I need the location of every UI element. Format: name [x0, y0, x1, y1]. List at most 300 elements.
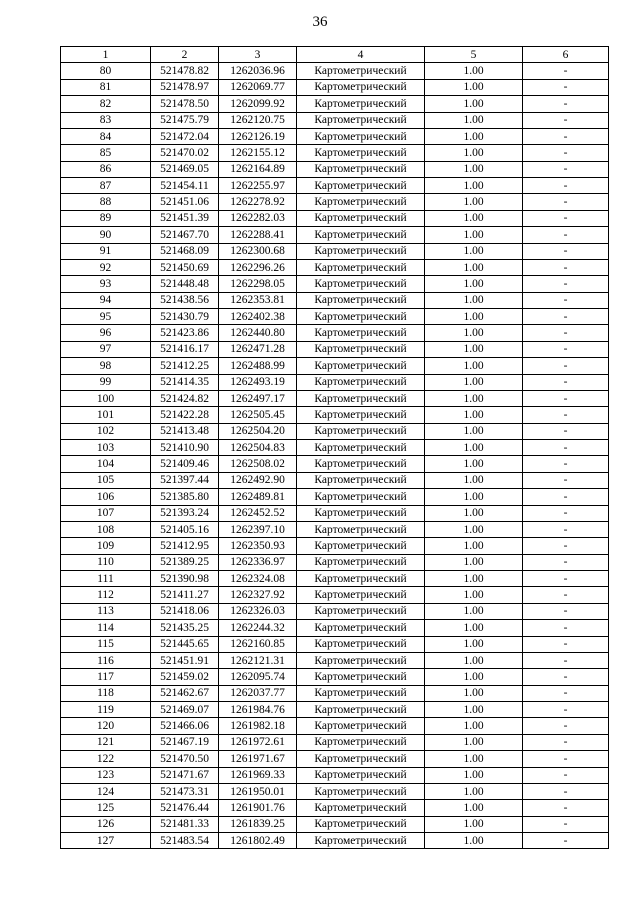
table-cell: 1.00 — [425, 259, 523, 275]
table-cell: 1.00 — [425, 456, 523, 472]
table-cell: 81 — [61, 79, 151, 95]
table-cell: 1262121.31 — [219, 652, 297, 668]
table-cell: - — [523, 309, 609, 325]
table-cell: Картометрический — [297, 259, 425, 275]
table-cell: 521414.35 — [151, 374, 219, 390]
table-cell: Картометрический — [297, 309, 425, 325]
table-cell: - — [523, 276, 609, 292]
table-cell: - — [523, 800, 609, 816]
table-cell: 1262164.89 — [219, 161, 297, 177]
table-cell: 521411.27 — [151, 587, 219, 603]
table-cell: 1261982.18 — [219, 718, 297, 734]
table-cell: 1.00 — [425, 751, 523, 767]
table-cell: 1262493.19 — [219, 374, 297, 390]
table-cell: 80 — [61, 63, 151, 79]
table-cell: 1262452.52 — [219, 505, 297, 521]
table-cell: Картометрический — [297, 554, 425, 570]
table-row — [61, 128, 609, 144]
table-cell: 1.00 — [425, 636, 523, 652]
table-row — [61, 390, 609, 406]
table-row — [61, 751, 609, 767]
table-cell: 1.00 — [425, 145, 523, 161]
table-cell: 521423.86 — [151, 325, 219, 341]
table-cell: 1.00 — [425, 734, 523, 750]
table-cell: 1262298.05 — [219, 276, 297, 292]
table-row — [61, 800, 609, 816]
table-cell: 1261901.76 — [219, 800, 297, 816]
table-cell: 1.00 — [425, 587, 523, 603]
table-cell: - — [523, 210, 609, 226]
table-cell: 1.00 — [425, 521, 523, 537]
table-row — [61, 734, 609, 750]
table-cell: 1261969.33 — [219, 767, 297, 783]
table-row — [61, 276, 609, 292]
table-cell: Картометрический — [297, 161, 425, 177]
table-cell: Картометрический — [297, 472, 425, 488]
table-cell: 1.00 — [425, 702, 523, 718]
table-cell: 104 — [61, 456, 151, 472]
column-header: 2 — [151, 47, 219, 63]
table-cell: 1262505.45 — [219, 407, 297, 423]
table-cell: - — [523, 554, 609, 570]
table-cell: Картометрический — [297, 783, 425, 799]
table-cell: 1262282.03 — [219, 210, 297, 226]
table-cell: 521466.06 — [151, 718, 219, 734]
table-cell: 1.00 — [425, 603, 523, 619]
table-cell: 1262489.81 — [219, 489, 297, 505]
table-row — [61, 685, 609, 701]
table-row — [61, 521, 609, 537]
table-cell: 1262327.92 — [219, 587, 297, 603]
table-cell: 120 — [61, 718, 151, 734]
table-cell: - — [523, 259, 609, 275]
table-cell: 1262099.92 — [219, 96, 297, 112]
table-cell: Картометрический — [297, 620, 425, 636]
table-row — [61, 652, 609, 668]
table-cell: Картометрический — [297, 685, 425, 701]
table-cell: Картометрический — [297, 718, 425, 734]
table-cell: - — [523, 538, 609, 554]
table-cell: - — [523, 79, 609, 95]
table-cell: 521435.25 — [151, 620, 219, 636]
table-cell: - — [523, 816, 609, 832]
table-cell: - — [523, 620, 609, 636]
table-cell: Картометрический — [297, 227, 425, 243]
table-cell: 1.00 — [425, 63, 523, 79]
table-cell: Картометрический — [297, 652, 425, 668]
table-cell: - — [523, 423, 609, 439]
table-cell: Картометрический — [297, 538, 425, 554]
column-header: 4 — [297, 47, 425, 63]
table-cell: 521462.67 — [151, 685, 219, 701]
table-cell: 1.00 — [425, 128, 523, 144]
table-cell: 521450.69 — [151, 259, 219, 275]
table-cell: - — [523, 603, 609, 619]
table-cell: 521422.28 — [151, 407, 219, 423]
table-cell: 1.00 — [425, 194, 523, 210]
table-cell: 521476.44 — [151, 800, 219, 816]
table-cell: - — [523, 587, 609, 603]
table-row — [61, 636, 609, 652]
table-cell: 521468.09 — [151, 243, 219, 259]
table-cell: 1262508.02 — [219, 456, 297, 472]
table-cell: 521416.17 — [151, 341, 219, 357]
table-cell: 521412.95 — [151, 538, 219, 554]
table-cell: - — [523, 636, 609, 652]
table-cell: 1262504.20 — [219, 423, 297, 439]
table-cell: 1.00 — [425, 292, 523, 308]
table-cell: 1262324.08 — [219, 571, 297, 587]
table-cell: 1.00 — [425, 96, 523, 112]
table-cell: 1.00 — [425, 489, 523, 505]
table-cell: 1262402.38 — [219, 309, 297, 325]
table-cell: Картометрический — [297, 767, 425, 783]
table-cell: Картометрический — [297, 603, 425, 619]
table-cell: 521412.25 — [151, 358, 219, 374]
table-cell: 1.00 — [425, 390, 523, 406]
table-cell: - — [523, 292, 609, 308]
table-cell: 1261971.67 — [219, 751, 297, 767]
table-cell: - — [523, 571, 609, 587]
page-number: 36 — [312, 14, 328, 30]
table-cell: 87 — [61, 178, 151, 194]
table-cell: Картометрический — [297, 63, 425, 79]
table-cell: 1.00 — [425, 554, 523, 570]
table-cell: 107 — [61, 505, 151, 521]
table-cell: 98 — [61, 358, 151, 374]
table-cell: Картометрический — [297, 178, 425, 194]
table-cell: 83 — [61, 112, 151, 128]
table-cell: - — [523, 374, 609, 390]
table-cell: - — [523, 669, 609, 685]
coordinates-table — [60, 46, 609, 849]
table-cell: 1262497.17 — [219, 390, 297, 406]
table-cell: Картометрический — [297, 456, 425, 472]
table-cell: 100 — [61, 390, 151, 406]
table-cell: Картометрический — [297, 96, 425, 112]
table-cell: 82 — [61, 96, 151, 112]
table-cell: 1262353.81 — [219, 292, 297, 308]
table-cell: 521418.06 — [151, 603, 219, 619]
table-cell: Картометрический — [297, 816, 425, 832]
table-cell: 521385.80 — [151, 489, 219, 505]
table-cell: 1.00 — [425, 718, 523, 734]
table-row — [61, 783, 609, 799]
table-row — [61, 407, 609, 423]
table-cell: 1262278.92 — [219, 194, 297, 210]
table-cell: 1262095.74 — [219, 669, 297, 685]
table-cell: 521478.82 — [151, 63, 219, 79]
table-cell: Картометрический — [297, 833, 425, 849]
table-cell: 1262036.96 — [219, 63, 297, 79]
table-cell: 1.00 — [425, 243, 523, 259]
table-cell: 126 — [61, 816, 151, 832]
table-cell: 1.00 — [425, 472, 523, 488]
table-cell: 1.00 — [425, 783, 523, 799]
table-cell: 95 — [61, 309, 151, 325]
table-row — [61, 145, 609, 161]
table-cell: 1262440.80 — [219, 325, 297, 341]
table-cell: 1.00 — [425, 800, 523, 816]
table-cell: 1262069.77 — [219, 79, 297, 95]
table-cell: 1.00 — [425, 423, 523, 439]
table-cell: Картометрический — [297, 112, 425, 128]
table-cell: 1262488.99 — [219, 358, 297, 374]
table-cell: 521470.50 — [151, 751, 219, 767]
table-cell: - — [523, 194, 609, 210]
table-cell: 521478.50 — [151, 96, 219, 112]
table-cell: 88 — [61, 194, 151, 210]
table-row — [61, 358, 609, 374]
column-header: 3 — [219, 47, 297, 63]
table-cell: - — [523, 407, 609, 423]
table-cell: 521438.56 — [151, 292, 219, 308]
table-cell: 127 — [61, 833, 151, 849]
table-row — [61, 243, 609, 259]
table-cell: 521448.48 — [151, 276, 219, 292]
table-cell: 521481.33 — [151, 816, 219, 832]
table-cell: 92 — [61, 259, 151, 275]
table-row — [61, 571, 609, 587]
table-cell: 1262326.03 — [219, 603, 297, 619]
table-cell: Картометрический — [297, 374, 425, 390]
table-cell: 521475.79 — [151, 112, 219, 128]
table-cell: 94 — [61, 292, 151, 308]
table-cell: 1262504.83 — [219, 440, 297, 456]
table-cell: - — [523, 751, 609, 767]
table-row — [61, 374, 609, 390]
table-cell: 124 — [61, 783, 151, 799]
table-row — [61, 112, 609, 128]
table-cell: 521405.16 — [151, 521, 219, 537]
table-cell: 1261984.76 — [219, 702, 297, 718]
table-row — [61, 718, 609, 734]
table-cell: Картометрический — [297, 243, 425, 259]
table-cell: 1262037.77 — [219, 685, 297, 701]
table-cell: 1262126.19 — [219, 128, 297, 144]
table-cell: 1.00 — [425, 276, 523, 292]
table-cell: Картометрический — [297, 489, 425, 505]
table-cell: 521473.31 — [151, 783, 219, 799]
table-cell: 110 — [61, 554, 151, 570]
table-cell: - — [523, 767, 609, 783]
table-cell: - — [523, 341, 609, 357]
table-cell: 84 — [61, 128, 151, 144]
table-cell: 1262350.93 — [219, 538, 297, 554]
table-cell: Картометрический — [297, 79, 425, 95]
table-cell: 521389.25 — [151, 554, 219, 570]
table-cell: 112 — [61, 587, 151, 603]
table-cell: 1262492.90 — [219, 472, 297, 488]
table-cell: 521467.19 — [151, 734, 219, 750]
table-cell: Картометрический — [297, 292, 425, 308]
table-cell: 521472.04 — [151, 128, 219, 144]
table-cell: 93 — [61, 276, 151, 292]
table-cell: 115 — [61, 636, 151, 652]
table-cell: 1.00 — [425, 210, 523, 226]
table-cell: Картометрический — [297, 636, 425, 652]
table-cell: - — [523, 390, 609, 406]
table-cell: Картометрический — [297, 423, 425, 439]
table-cell: 1.00 — [425, 440, 523, 456]
table-cell: 521454.11 — [151, 178, 219, 194]
table-cell: Картометрический — [297, 407, 425, 423]
table-cell: 1.00 — [425, 767, 523, 783]
table-cell: 116 — [61, 652, 151, 668]
table-cell: - — [523, 685, 609, 701]
table-cell: 521413.48 — [151, 423, 219, 439]
table-cell: 96 — [61, 325, 151, 341]
table-cell: 1262300.68 — [219, 243, 297, 259]
table-cell: 89 — [61, 210, 151, 226]
table-cell: 1.00 — [425, 325, 523, 341]
table-cell: 1.00 — [425, 816, 523, 832]
table-cell: - — [523, 358, 609, 374]
table-cell: 1.00 — [425, 227, 523, 243]
table-cell: 521451.91 — [151, 652, 219, 668]
table-cell: 125 — [61, 800, 151, 816]
table-cell: 1.00 — [425, 685, 523, 701]
table-cell: 1262471.28 — [219, 341, 297, 357]
table-cell: - — [523, 63, 609, 79]
table-row — [61, 423, 609, 439]
table-cell: Картометрический — [297, 128, 425, 144]
table-cell: 1262120.75 — [219, 112, 297, 128]
table-cell: 1262155.12 — [219, 145, 297, 161]
table-cell: 521478.97 — [151, 79, 219, 95]
table-cell: 1262255.97 — [219, 178, 297, 194]
table-cell: 119 — [61, 702, 151, 718]
table-cell: - — [523, 128, 609, 144]
table-row — [61, 833, 609, 849]
table-row — [61, 489, 609, 505]
table-cell: Картометрический — [297, 587, 425, 603]
table-row — [61, 603, 609, 619]
table-cell: 1.00 — [425, 112, 523, 128]
table-cell: 1.00 — [425, 652, 523, 668]
table-cell: - — [523, 178, 609, 194]
table-row — [61, 210, 609, 226]
table-cell: 1261950.01 — [219, 783, 297, 799]
table-cell: 1261802.49 — [219, 833, 297, 849]
table-row — [61, 309, 609, 325]
table-cell: 90 — [61, 227, 151, 243]
table-cell: 114 — [61, 620, 151, 636]
table-cell: 521469.05 — [151, 161, 219, 177]
table-cell: 1261972.61 — [219, 734, 297, 750]
table-cell: - — [523, 161, 609, 177]
table-cell: 123 — [61, 767, 151, 783]
table-row — [61, 587, 609, 603]
table-cell: 1261839.25 — [219, 816, 297, 832]
table-cell: - — [523, 243, 609, 259]
table-cell: 521459.02 — [151, 669, 219, 685]
table-cell: 113 — [61, 603, 151, 619]
table-cell: 109 — [61, 538, 151, 554]
table-cell: 521409.46 — [151, 456, 219, 472]
table-cell: - — [523, 505, 609, 521]
table-row — [61, 505, 609, 521]
table-cell: - — [523, 652, 609, 668]
table-cell: Картометрический — [297, 390, 425, 406]
table-row — [61, 767, 609, 783]
table-cell: - — [523, 718, 609, 734]
table-row — [61, 194, 609, 210]
table-row — [61, 79, 609, 95]
table-cell: 521393.24 — [151, 505, 219, 521]
table-cell: 1.00 — [425, 571, 523, 587]
table-row — [61, 702, 609, 718]
table-cell: 97 — [61, 341, 151, 357]
table-cell: 118 — [61, 685, 151, 701]
table-row — [61, 341, 609, 357]
table-row — [61, 554, 609, 570]
table-cell: 521451.06 — [151, 194, 219, 210]
table-cell: Картометрический — [297, 145, 425, 161]
table-cell: 102 — [61, 423, 151, 439]
table-cell: 117 — [61, 669, 151, 685]
table-cell: 103 — [61, 440, 151, 456]
table-row — [61, 538, 609, 554]
table-cell: - — [523, 440, 609, 456]
table-cell: 521471.67 — [151, 767, 219, 783]
table-cell: - — [523, 325, 609, 341]
table-row — [61, 178, 609, 194]
table-cell: 122 — [61, 751, 151, 767]
table-cell: - — [523, 112, 609, 128]
table-cell: 1.00 — [425, 341, 523, 357]
table-body — [61, 63, 609, 849]
table-row — [61, 325, 609, 341]
table-cell: 1.00 — [425, 669, 523, 685]
table-row — [61, 63, 609, 79]
table-cell: 99 — [61, 374, 151, 390]
table-cell: 1262288.41 — [219, 227, 297, 243]
table-cell: 1.00 — [425, 407, 523, 423]
table-header-row — [61, 47, 609, 63]
table-cell: Картометрический — [297, 702, 425, 718]
table-row — [61, 472, 609, 488]
table-cell: 521430.79 — [151, 309, 219, 325]
table-cell: 521467.70 — [151, 227, 219, 243]
table-row — [61, 620, 609, 636]
table-cell: Картометрический — [297, 751, 425, 767]
table-cell: Картометрический — [297, 276, 425, 292]
table-cell: 85 — [61, 145, 151, 161]
table-cell: Картометрический — [297, 210, 425, 226]
table-cell: 521390.98 — [151, 571, 219, 587]
table-cell: Картометрический — [297, 194, 425, 210]
table-cell: Картометрический — [297, 669, 425, 685]
table-cell: 105 — [61, 472, 151, 488]
table-cell: 1.00 — [425, 374, 523, 390]
table-row — [61, 440, 609, 456]
table-cell: 121 — [61, 734, 151, 750]
table-cell: 521410.90 — [151, 440, 219, 456]
table-cell: 108 — [61, 521, 151, 537]
table-cell: 521445.65 — [151, 636, 219, 652]
table-cell: - — [523, 96, 609, 112]
table-cell: Картометрический — [297, 358, 425, 374]
table-cell: 1262296.26 — [219, 259, 297, 275]
table-cell: Картометрический — [297, 800, 425, 816]
table-row — [61, 456, 609, 472]
table-cell: 91 — [61, 243, 151, 259]
table-cell: 521451.39 — [151, 210, 219, 226]
table-row — [61, 96, 609, 112]
table-cell: - — [523, 145, 609, 161]
table-cell: - — [523, 227, 609, 243]
